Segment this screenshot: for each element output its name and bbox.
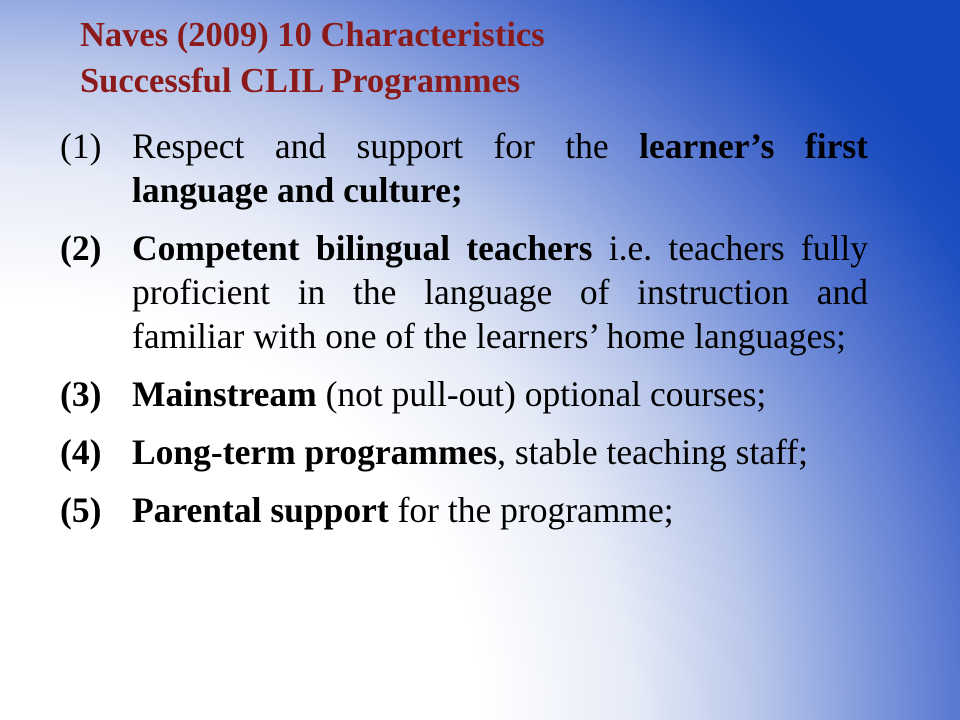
item-number: (3): [60, 374, 102, 414]
item-bold-text: Parental support: [132, 490, 389, 530]
item-number: (5): [60, 490, 102, 530]
item-text: [132, 488, 868, 532]
item-text: [132, 226, 868, 358]
item-rest-text: , stable teaching staff;: [497, 432, 808, 472]
item-number: (2): [60, 228, 102, 268]
item-rest-text: for the programme;: [388, 490, 674, 530]
slide-title-line-1: Naves (2009) 10 Characteristics: [80, 16, 545, 54]
slide-title: [80, 12, 545, 104]
list-item: [60, 124, 868, 212]
list-item: [60, 488, 868, 532]
item-lead-text: Respect and support for the: [132, 126, 640, 166]
item-number: (4): [60, 432, 102, 472]
item-bold-text: Mainstream: [132, 374, 317, 414]
list-item: [60, 430, 868, 474]
item-bold-text: learner’s first language and culture;: [132, 126, 868, 210]
item-text: [132, 372, 868, 416]
list-item: [60, 372, 868, 416]
item-rest-text: i.e. teachers fully proficient in the language of instruction and familiar with one of the learners’ home languages;: [132, 228, 868, 356]
slide-title-line-2: Successful CLIL Programmes: [80, 62, 521, 100]
item-bold-text: Competent bilingual teachers: [132, 228, 593, 268]
list-item: [60, 226, 868, 358]
item-text: [132, 430, 868, 474]
item-text: [132, 124, 868, 212]
characteristics-list: [60, 124, 868, 546]
item-number: (1): [60, 126, 102, 166]
item-bold-text: Long-term programmes: [132, 432, 498, 472]
item-rest-text: (not pull-out) optional courses;: [316, 374, 767, 414]
